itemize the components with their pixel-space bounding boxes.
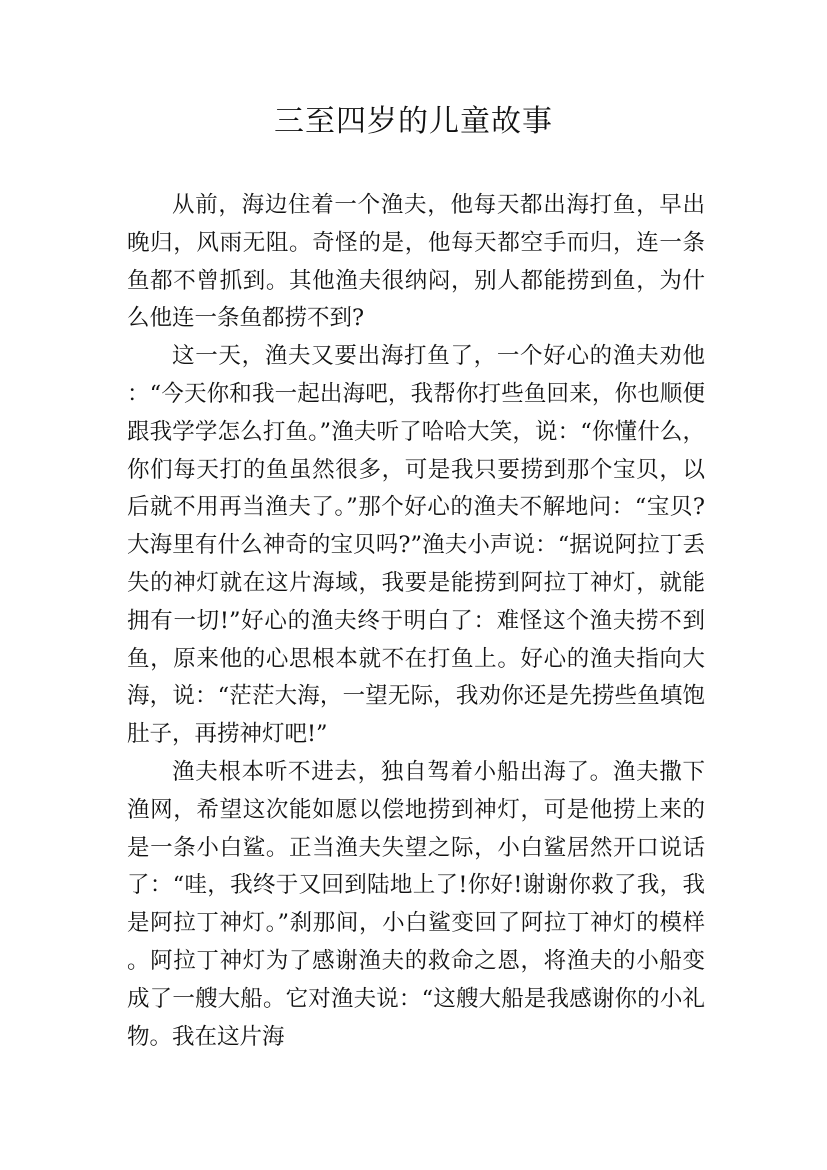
document-title: 三至四岁的儿童故事: [274, 104, 553, 139]
paragraph-1: 从前，海边住着一个渔夫，他每天都出海打鱼，早出晚归，风雨无阻。奇怪的是，他每天都空手而归，连一条鱼都不曾抓到。其他渔夫很纳闷，别人都能捞到鱼，为什么他连一条鱼都捞不到?: [127, 192, 705, 332]
paragraph-2: 这一天，渔夫又要出海打鱼了，一个好心的渔夫劝他：“今天你和我一起出海吧，我帮你打些鱼回来，你也顺便跟我学学怎么打鱼。”渔夫听了哈哈大笑，说：“你懂什么，你们每天打的鱼虽然很多，可是我只要捞到那个宝贝，以后就不用再当渔夫了。”那个好心的渔夫不解地问：“宝贝?大海里有什么神奇的宝贝吗?”渔夫小声说：“据说阿拉丁丢失的神灯就在这片海域，我要是能捞到阿拉丁神灯，就能拥有一切!”好心的渔夫终于明白了：难怪这个渔夫捞不到鱼，原来他的心思根本就不在打鱼上。好心的渔夫指向大海，说：“茫茫大海，一望无际，我劝你还是先捞些鱼填饱肚子，再捞神灯吧!”: [127, 343, 705, 748]
paragraph-3: 渔夫根本听不进去，独自驾着小船出海了。渔夫撒下渔网，希望这次能如愿以偿地捞到神灯，可是他捞上来的是一条小白鲨。正当渔夫失望之际，小白鲨居然开口说话了：“哇，我终于又回到陆地上了!你好!谢谢你救了我，我是阿拉丁神灯。”刹那间，小白鲨变回了阿拉丁神灯的模样。阿拉丁神灯为了感谢渔夫的救命之恩，将渔夫的小船变成了一艘大船。它对渔夫说：“这艘大船是我感谢你的小礼物。我在这片海: [127, 758, 705, 1050]
story-body: [127, 187, 705, 1056]
